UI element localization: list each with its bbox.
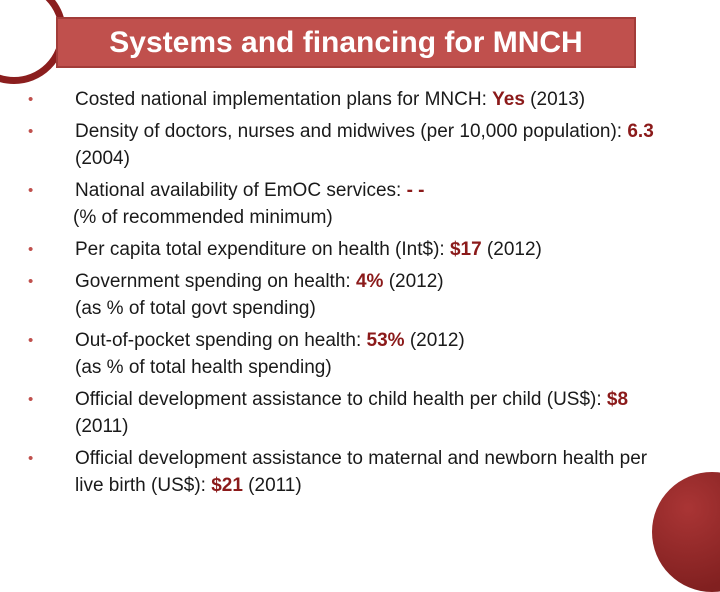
bullet-icon: • [28, 273, 34, 290]
item-text: Official development assistance to child health per child (US$): [75, 389, 607, 410]
item-subtext: (% of recommended minimum) [73, 207, 333, 228]
item-value: 53% [366, 330, 405, 351]
item-subtext: (as % of total govt spending) [75, 298, 316, 319]
bullet-icon: • [28, 332, 34, 349]
item-text: Official development assistance to maternal and newborn health per live birth (US$): [75, 448, 648, 496]
bullet-icon: • [28, 450, 34, 467]
item-year: (2012) [404, 330, 465, 351]
list-item [28, 268, 678, 322]
list-item [28, 86, 678, 113]
item-text: Per capita total expenditure on health (Int$): [75, 239, 450, 260]
bullet-icon: • [28, 91, 34, 108]
list-item [28, 236, 678, 263]
item-value: 6.3 [627, 121, 654, 142]
bullet-icon: • [28, 241, 34, 258]
list-item [28, 445, 678, 499]
item-value: - - [406, 180, 425, 201]
item-year: (2012) [383, 271, 444, 292]
bullet-icon: • [28, 182, 34, 199]
item-year: (2012) [481, 239, 542, 260]
title-banner [56, 17, 636, 68]
item-text: Costed national implementation plans for MNCH: [75, 89, 493, 110]
list-item [28, 327, 678, 381]
list-item [28, 177, 678, 231]
item-text: Density of doctors, nurses and midwives (per 10,000 population): [75, 121, 628, 142]
item-value: $21 [211, 475, 243, 496]
bullet-icon: • [28, 123, 34, 140]
bullet-icon: • [28, 391, 34, 408]
item-value: Yes [492, 89, 525, 110]
item-year: (2011) [75, 416, 129, 437]
item-text: Out-of-pocket spending on health: [75, 330, 367, 351]
item-text: Government spending on health: [75, 271, 356, 292]
list-item [28, 386, 678, 440]
item-value: $17 [449, 239, 482, 260]
item-value: 4% [355, 271, 384, 292]
indicator-list [28, 86, 678, 504]
list-item [28, 118, 678, 172]
item-year: (2004) [75, 148, 130, 169]
item-year: (2011) [242, 475, 302, 496]
item-value: $8 [606, 389, 629, 410]
item-text: National availability of EmOC services: [75, 180, 407, 201]
item-year: (2013) [524, 89, 586, 110]
slide-title: Systems and financing for MNCH [109, 25, 583, 59]
item-subtext: (as % of total health spending) [75, 357, 332, 378]
